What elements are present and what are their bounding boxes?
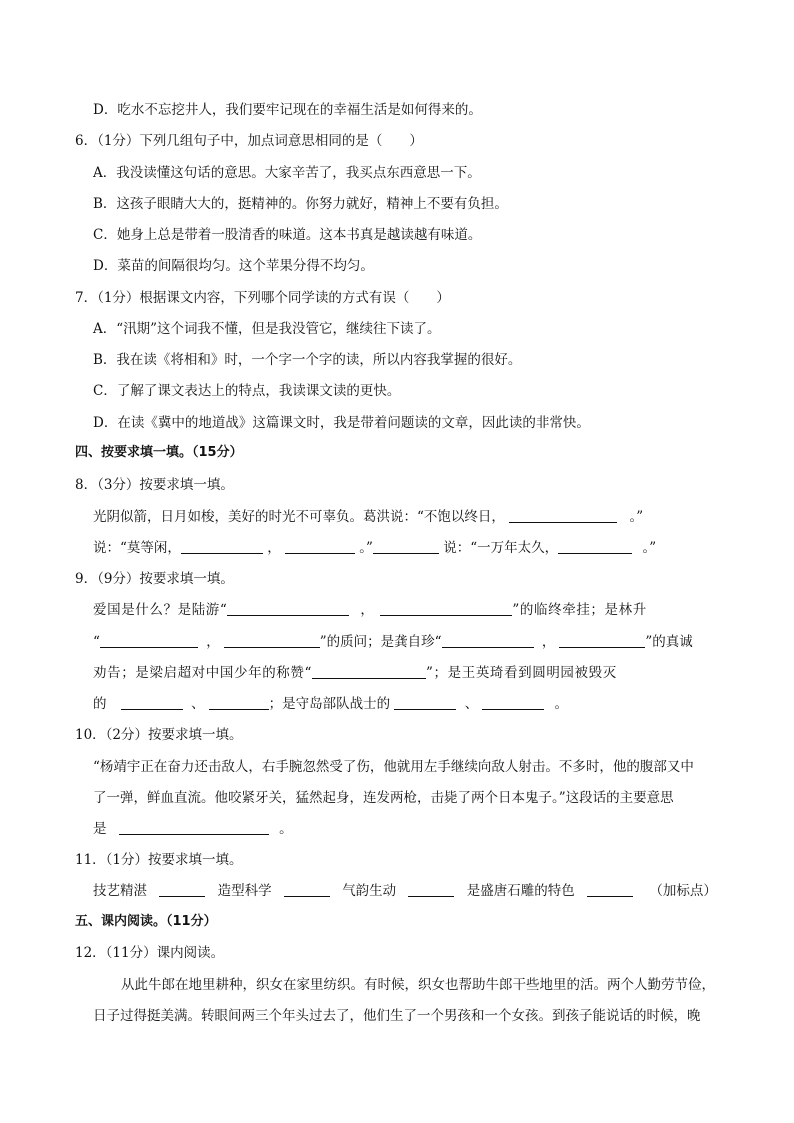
q10-line-3 [93,819,293,839]
q9-text: 劝告；是梁启超对中国少年的称赞“ [93,665,313,681]
q8-text: 。” [642,540,657,556]
reading-passage-line-1: 从此牛郎在地里耕种，织女在家里纺织。有时候，织女也帮助牛郎干些地里的活。两个人勤劳节俭， [121,977,715,993]
q11-text: 气韵生动 [342,883,397,899]
question-12-stem: 12．（11分）课内阅读。 [75,945,225,961]
fill-blank[interactable] [227,601,349,616]
q9-text: 。 [554,696,568,712]
fill-blank[interactable] [209,695,269,710]
q9-text: ；是守岛部队战士的 [268,696,391,712]
q6-option-a: A．我没读懂这句话的意思。大家辛苦了，我买点东西意思一下。 [93,165,481,181]
fill-blank[interactable] [482,695,544,710]
section-5-heading: 五、课内阅读。（11分） [75,914,217,929]
q9-text: 的 [93,696,107,712]
fill-blank[interactable] [224,633,320,648]
fill-blank[interactable] [159,882,205,897]
q9-text: 、 [464,696,479,712]
question-10-stem: 10．（2分）按要求填一填。 [75,727,243,743]
q8-text: 说：“一万年太久， [443,540,559,556]
q8-line-2 [93,538,656,558]
q11-text: 技艺精湛 [93,883,147,899]
q9-text: ”的质问；是龚自珍“ [319,634,442,650]
fill-blank[interactable] [559,633,645,648]
question-9-stem: 9．（9分）按要求填一填。 [75,571,234,587]
q9-text: ， [206,634,220,650]
fill-blank[interactable] [587,882,633,897]
question-6-stem: 6．（1分）下列几组句子中，加点词意思相同的是（ ） [75,133,423,149]
q9-text: ”的临终牵挂；是林升 [512,602,647,618]
q5-option-d: D．吃水不忘挖井人，我们要牢记现在的幸福生活是如何得来的。 [93,102,482,118]
q11-text: （加标点） [649,883,717,899]
q9-text: “ [93,634,100,650]
q9-line-3 [93,663,617,683]
q9-line-4 [93,694,568,714]
q7-option-d: D．在读《冀中的地道战》这篇课文时，我是带着问题读的文章，因此读的非常快。 [93,415,590,431]
q10-text: 。 [279,821,293,837]
q9-line-2 [93,632,693,652]
q10-text: 是 [93,821,107,837]
q9-text: ”；是王英琦看到圆明园被毁灭 [426,665,617,681]
q7-option-a: A．“汛期”这个词我不懂，但是我没管它，继续往下读了。 [93,321,441,337]
q8-text: 说：“莫等闲， [93,540,181,556]
reading-passage-line-2: 日子过得挺美满。转眼间两三个年头过去了，他们生了一个男孩和一个女孩。到孩子能说话的时候，晚 [93,1008,701,1024]
fill-blank[interactable] [119,820,269,835]
q9-text: ， [360,602,375,618]
q6-option-d: D．菜苗的间隔很均匀。这个苹果分得不均匀。 [93,258,374,274]
fill-blank[interactable] [380,601,512,616]
q8-line-1 [93,507,643,527]
fill-blank[interactable] [121,695,183,710]
q9-text: ”的真诚 [645,634,693,650]
q8-text: 。” [629,509,644,525]
fill-blank[interactable] [284,882,330,897]
q9-text: ， [541,634,556,650]
fill-blank[interactable] [558,539,632,554]
q10-passage-2: 了一弹，鲜血直流。他咬紧牙关，猛然起身，连发两枪，击毙了两个日本鬼子。”这段话的主要意思 [93,790,674,806]
fill-blank[interactable] [181,539,263,554]
q9-text: 、 [191,696,205,712]
question-8-stem: 8．（3分）按要求填一填。 [75,477,234,493]
q8-text: 光阴似箭，日月如梭，美好的时光不可辜负。葛洪说：“不饱以终日， [93,509,505,525]
fill-blank[interactable] [408,882,454,897]
fill-blank[interactable] [312,664,426,679]
q9-line-1 [93,600,647,620]
q11-line [93,881,717,901]
q9-text: 爱国是什么？是陆游“ [93,602,228,618]
q11-text: 是盛唐石雕的特色 [466,883,575,899]
fill-blank[interactable] [394,695,456,710]
q6-option-b: B．这孩子眼睛大大的，挺精神的。你努力就好，精神上不要有负担。 [93,196,508,212]
q8-text: ， [267,540,281,556]
q8-text: 。” [359,540,373,556]
fill-blank[interactable] [285,539,355,554]
q11-text: 造型科学 [217,883,272,899]
q10-passage-1: “杨靖宇正在奋力还击敌人，右手腕忽然受了伤，他就用左手继续向敌人射击。不多时，他的腹部又中 [93,759,694,775]
q7-option-b: B．我在读《将相和》时，一个字一个字的读，所以内容我掌握的很好。 [93,352,522,368]
fill-blank[interactable] [373,539,439,554]
section-4-heading: 四、按要求填一填。（15分） [75,445,243,460]
fill-blank[interactable] [100,633,198,648]
q6-option-c: C．她身上总是带着一股清香的味道。这本书真是越读越有味道。 [93,227,482,243]
question-11-stem: 11．（1分）按要求填一填。 [75,852,243,868]
question-7-stem: 7．（1分）根据课文内容，下列哪个同学读的方式有误（ ） [75,290,450,306]
fill-blank[interactable] [442,633,534,648]
fill-blank[interactable] [509,508,617,523]
q7-option-c: C．了解了课文表达上的特点，我读课文读的更快。 [93,383,401,399]
